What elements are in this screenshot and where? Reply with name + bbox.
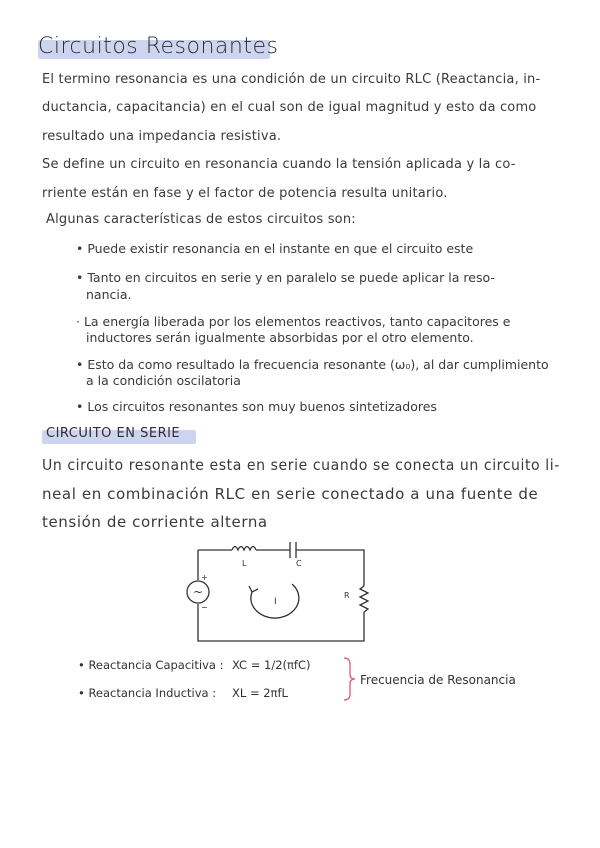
serie-text-line-1: Un circuito resonante esta en serie cuando se conecta un circuito li- (42, 456, 560, 474)
wire-top-right (296, 550, 364, 586)
rlc-circuit-diagram (186, 540, 376, 650)
formula-capacitive-label: • Reactancia Capacitiva : (78, 658, 224, 672)
intro-line-3: resultado una impedancia resistiva. (42, 129, 282, 144)
bullet-3-line-2: inductores serán igualmente absorbidas por el otro elemento. (86, 330, 474, 345)
serie-heading: CIRCUITO EN SERIE (46, 426, 181, 441)
intro-line-2: ductancia, capacitancia) en el cual son de igual magnitud y esto da como (42, 100, 537, 115)
inductor-coil (232, 547, 256, 551)
resistor-zigzag (360, 586, 368, 612)
source-plus: + (201, 573, 208, 582)
resistor-label: R (344, 591, 350, 600)
source-minus: − (201, 603, 208, 612)
bullet-1: • Puede existir resonancia en el instante en que el circuito este (76, 241, 474, 256)
bullet-4-line-2: a la condición oscilatoria (86, 373, 241, 388)
current-arrow-head (249, 586, 258, 592)
bullet-2-line-2: nancia. (86, 287, 132, 302)
current-label: I (274, 597, 277, 607)
bullet-2-line-1: • Tanto en circuitos en serie y en paralelo se puede aplicar la reso- (76, 270, 495, 285)
bullet-4-line-1: • Esto da como resultado la frecuencia resonante (ω₀), al dar cumplimiento (76, 357, 549, 372)
formula-capacitive-expr: XC = 1/2(πfC) (232, 658, 311, 672)
intro-line-1: El termino resonancia es una condición de un circuito RLC (Reactancia, in- (42, 72, 541, 87)
page-title: Circuitos Resonantes (38, 34, 279, 59)
capacitor-plates (290, 542, 296, 558)
inductor-label: L (242, 559, 247, 568)
brace-note: Frecuencia de Resonancia (360, 673, 516, 687)
definition-line-2: rriente están en fase y el factor de potencia resulta unitario. (42, 186, 448, 201)
bullet-3-line-1: · La energía liberada por los elementos reactivos, tanto capacitores e (76, 314, 511, 329)
definition-line-1: Se define un circuito en resonancia cuando la tensión aplicada y la co- (42, 157, 516, 172)
curly-brace (338, 656, 358, 702)
source-symbol: ~ (192, 585, 204, 599)
bullet-5: • Los circuitos resonantes son muy buenos sintetizadores (76, 399, 437, 414)
formula-inductive-label: • Reactancia Inductiva : (78, 686, 217, 700)
formula-inductive-expr: XL = 2πfL (232, 686, 288, 700)
characteristics-heading: Algunas características de estos circuitos son: (46, 212, 356, 227)
serie-text-line-2: neal en combinación RLC en serie conectado a una fuente de (42, 485, 539, 503)
wire-bottom (198, 604, 364, 641)
capacitor-label: C (296, 559, 302, 568)
serie-text-line-3: tensión de corriente alterna (42, 513, 268, 531)
